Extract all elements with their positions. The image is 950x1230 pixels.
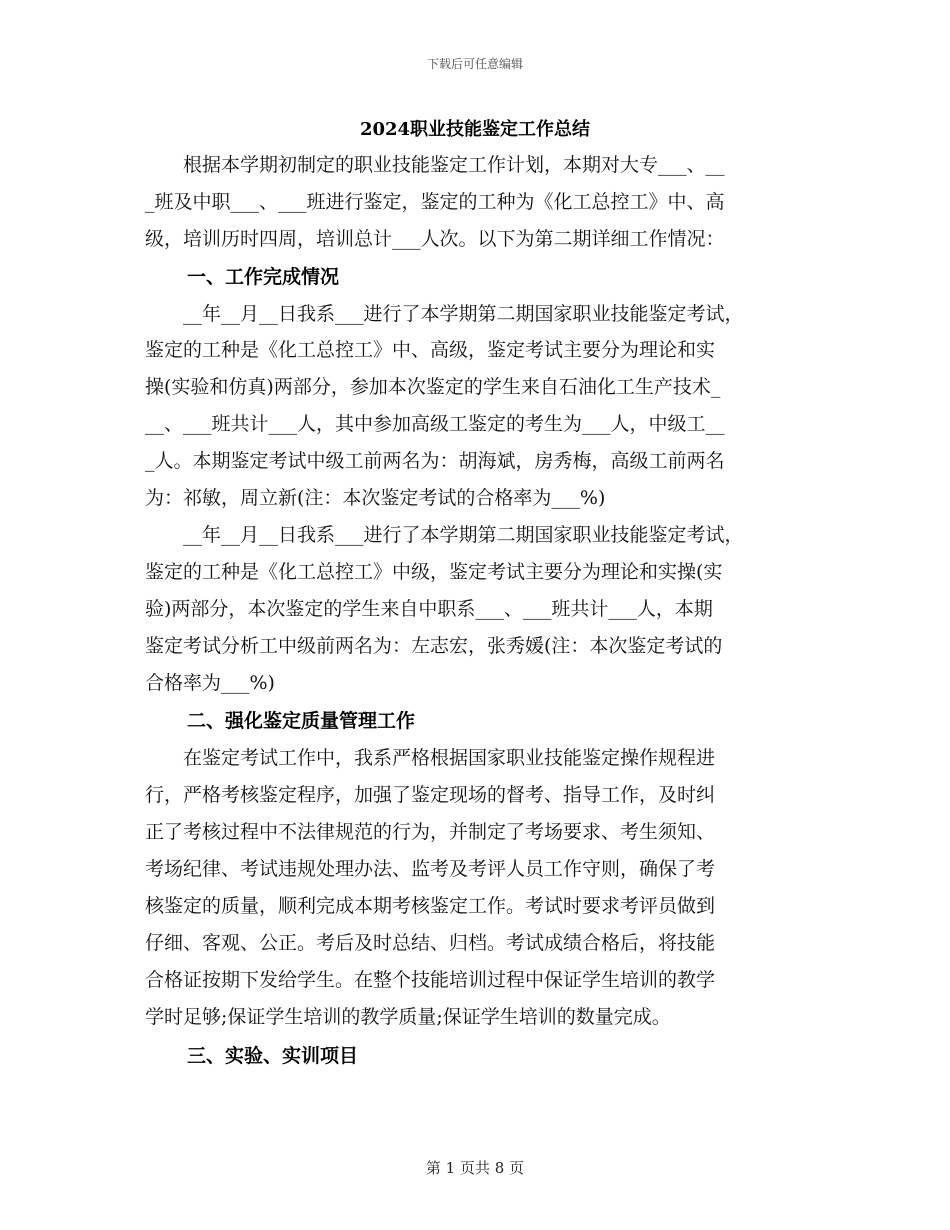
paragraph-line: __年__月__日我系___进行了本学期第二期国家职业技能鉴定考试， (145, 303, 744, 325)
paragraph-line: 在鉴定考试工作中，我系严格根据国家职业技能鉴定操作规程进 (145, 747, 716, 769)
paragraph-line: 行，严格考核鉴定程序，加强了鉴定现场的督考、指导工作，及时纠 (145, 784, 716, 806)
intro-line: 级，培训历时四周，培训总计___人次。以下为第二期详细工作情况： (145, 228, 725, 250)
paragraph-line: 考场纪律、考试违规处理办法、监考及考评人员工作守则，确保了考 (145, 858, 716, 880)
header-note: 下载后可任意编辑 (426, 57, 523, 71)
paragraph-line: 为：祁敏，周立新(注：本次鉴定考试的合格率为___%) (145, 487, 606, 509)
paragraph-line: 鉴定考试分析工中级前两名为：左志宏，张秀媛(注：本次鉴定考试的 (145, 635, 723, 657)
section-heading-1: 一、工作完成情况 (187, 266, 340, 288)
paragraph-line: 操(实验和仿真)两部分，参加本次鉴定的学生来自石油化工生产技术_ (145, 376, 721, 398)
section-heading-3: 三、实验、实训项目 (187, 1045, 359, 1067)
paragraph-line: _人。本期鉴定考试中级工前两名为：胡海斌，房秀梅，高级工前两名 (145, 450, 725, 472)
paragraph-line: __年__月__日我系___进行了本学期第二期国家职业技能鉴定考试， (145, 524, 744, 546)
paragraph-line: 鉴定的工种是《化工总控工》中级，鉴定考试主要分为理论和实操(实 (145, 561, 723, 583)
paragraph-line: 合格率为___%) (145, 672, 275, 694)
paragraph-line: 核鉴定的质量，顺利完成本期考核鉴定工作。考试时要求考评员做到 (145, 895, 716, 917)
document-title: 2024职业技能鉴定工作总结 (359, 119, 591, 140)
page-footer: 第 1 页共 8 页 (425, 1159, 525, 1177)
paragraph-line: __、___班共计___人，其中参加高级工鉴定的考生为___人，中级工__ (145, 413, 725, 435)
paragraph-line: 正了考核过程中不法律规范的行为，并制定了考场要求、考生须知、 (145, 821, 716, 843)
paragraph-line: 验)两部分，本次鉴定的学生来自中职系___、___班共计___人，本期 (145, 598, 713, 620)
intro-line: _班及中职___、___班进行鉴定，鉴定的工种为《化工总控工》中、高 (145, 191, 725, 213)
section-heading-2: 二、强化鉴定质量管理工作 (187, 710, 416, 732)
intro-line: 根据本学期初制定的职业技能鉴定工作计划，本期对大专___、__ (145, 154, 725, 176)
paragraph-line: 仔细、客观、公正。考后及时总结、归档。考试成绩合格后，将技能 (145, 932, 716, 954)
paragraph-line: 合格证按期下发给学生。在整个技能培训过程中保证学生培训的教学 (145, 969, 716, 991)
paragraph-line: 学时足够;保证学生培训的教学质量;保证学生培训的数量完成。 (145, 1006, 671, 1028)
paragraph-line: 鉴定的工种是《化工总控工》中、高级，鉴定考试主要分为理论和实 (145, 339, 716, 361)
